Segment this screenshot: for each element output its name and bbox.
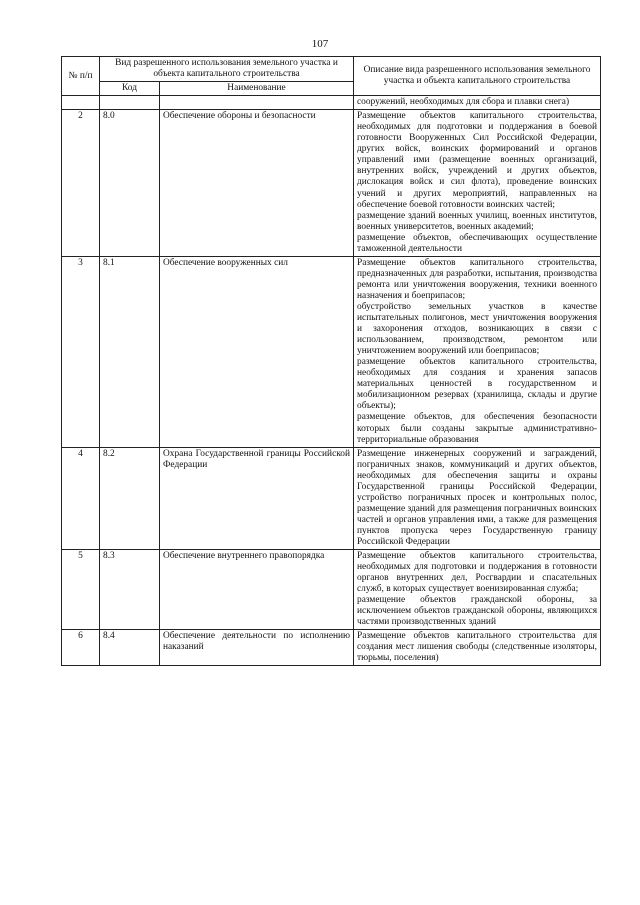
description-paragraph: обустройство земельных участков в качестве испытательных полигонов, мест уничтожения вооружения и захоронения отходов, возникающих в связи с использованием, производством, ремонтом или уничтожением вооружений или боеприпасов; [357, 301, 598, 357]
row-description [354, 550, 601, 630]
row-code: 8.4 [100, 630, 160, 666]
header-code: Код [100, 82, 160, 96]
description-paragraph: Размещение объектов капитального строительства, предназначенных для разработки, испытания, производства ремонта или уничтожения вооружения, техники военного назначения и боеприпасов; [357, 257, 598, 301]
row-description [354, 447, 601, 549]
header-vid-group: Вид разрешенного использования земельного участка и объекта капитального строительства [100, 57, 354, 82]
table-row [62, 550, 601, 630]
continuation-text: сооружений, необходимых для сбора и плавки снега) [354, 96, 601, 110]
row-code: 8.3 [100, 550, 160, 630]
table-row [62, 447, 601, 549]
row-name: Охрана Государственной границы Российской Федерации [160, 447, 354, 549]
row-num: 3 [62, 256, 100, 447]
table-row [62, 256, 601, 447]
row-num: 2 [62, 110, 100, 257]
row-code: 8.1 [100, 256, 160, 447]
header-name: Наименование [160, 82, 354, 96]
row-description [354, 110, 601, 257]
description-paragraph: Размещение объектов капитального строительства для создания мест лишения свободы (следственные изоляторы, тюрьмы, поселения) [357, 631, 598, 664]
description-paragraph: размещение объектов гражданской обороны, за исключением объектов гражданской обороны, являющихся частями производственных зданий [357, 595, 598, 628]
description-paragraph: размещение зданий военных училищ, военных институтов, военных университетов, военных академий; [357, 210, 598, 232]
row-name: Обеспечение деятельности по исполнению наказаний [160, 630, 354, 666]
row-name: Обеспечение внутреннего правопорядка [160, 550, 354, 630]
land-use-table [61, 56, 601, 666]
row-code: 8.0 [100, 110, 160, 257]
row-code: 8.2 [100, 447, 160, 549]
row-name: Обеспечение обороны и безопасности [160, 110, 354, 257]
row-num: 5 [62, 550, 100, 630]
header-row [62, 57, 601, 82]
table-row [62, 110, 601, 257]
description-paragraph: размещение объектов, для обеспечения безопасности которых были созданы закрытые административно-территориальные образования [357, 412, 598, 445]
header-num: № п/п [62, 57, 100, 96]
row-name: Обеспечение вооруженных сил [160, 256, 354, 447]
row-num: 4 [62, 447, 100, 549]
description-paragraph: Размещение объектов капитального строительства, необходимых для подготовки и поддержания в боевой готовности Вооруженных Сил Российской Федерации, других войск, воинских формирований и органов управлений ими (размещение военных организаций, внутренних войск, учреждений и других объектов, дислокация войск и сил флота), проведение воинских учений и других мероприятий, направленных на обеспечение боевой готовности воинских частей; [357, 111, 598, 210]
description-paragraph: Размещение инженерных сооружений и заграждений, пограничных знаков, коммуникаций и других объектов, необходимых для обеспечения защиты и охраны Государственной границы Российской Федерации, устройство пограничных просек и контрольных полос, размещение зданий для размещения пограничных воинских частей и органов управления ими, а также для размещения пунктов пропуска через Государственную границу Российской Федерации [357, 448, 598, 547]
row-description [354, 256, 601, 447]
continuation-row [62, 96, 601, 110]
header-description: Описание вида разрешенного использования земельного участка и объекта капитального строительства [354, 57, 601, 96]
description-paragraph: размещение объектов капитального строительства, необходимых для создания и хранения запасов материальных ценностей в государственном и мобилизационном резервах (хранилища, склады и другие объекты); [357, 357, 598, 412]
table-row [62, 630, 601, 666]
page-number: 107 [311, 38, 329, 50]
row-description [354, 630, 601, 666]
description-paragraph: Размещение объектов капитального строительства, необходимых для подготовки и поддержания в готовности органов внутренних дел, Росгвардии и спасательных служб, в которых существует военизированная служба; [357, 551, 598, 595]
description-paragraph: размещение объектов, обеспечивающих осуществление таможенной деятельности [357, 232, 598, 254]
row-num: 6 [62, 630, 100, 666]
